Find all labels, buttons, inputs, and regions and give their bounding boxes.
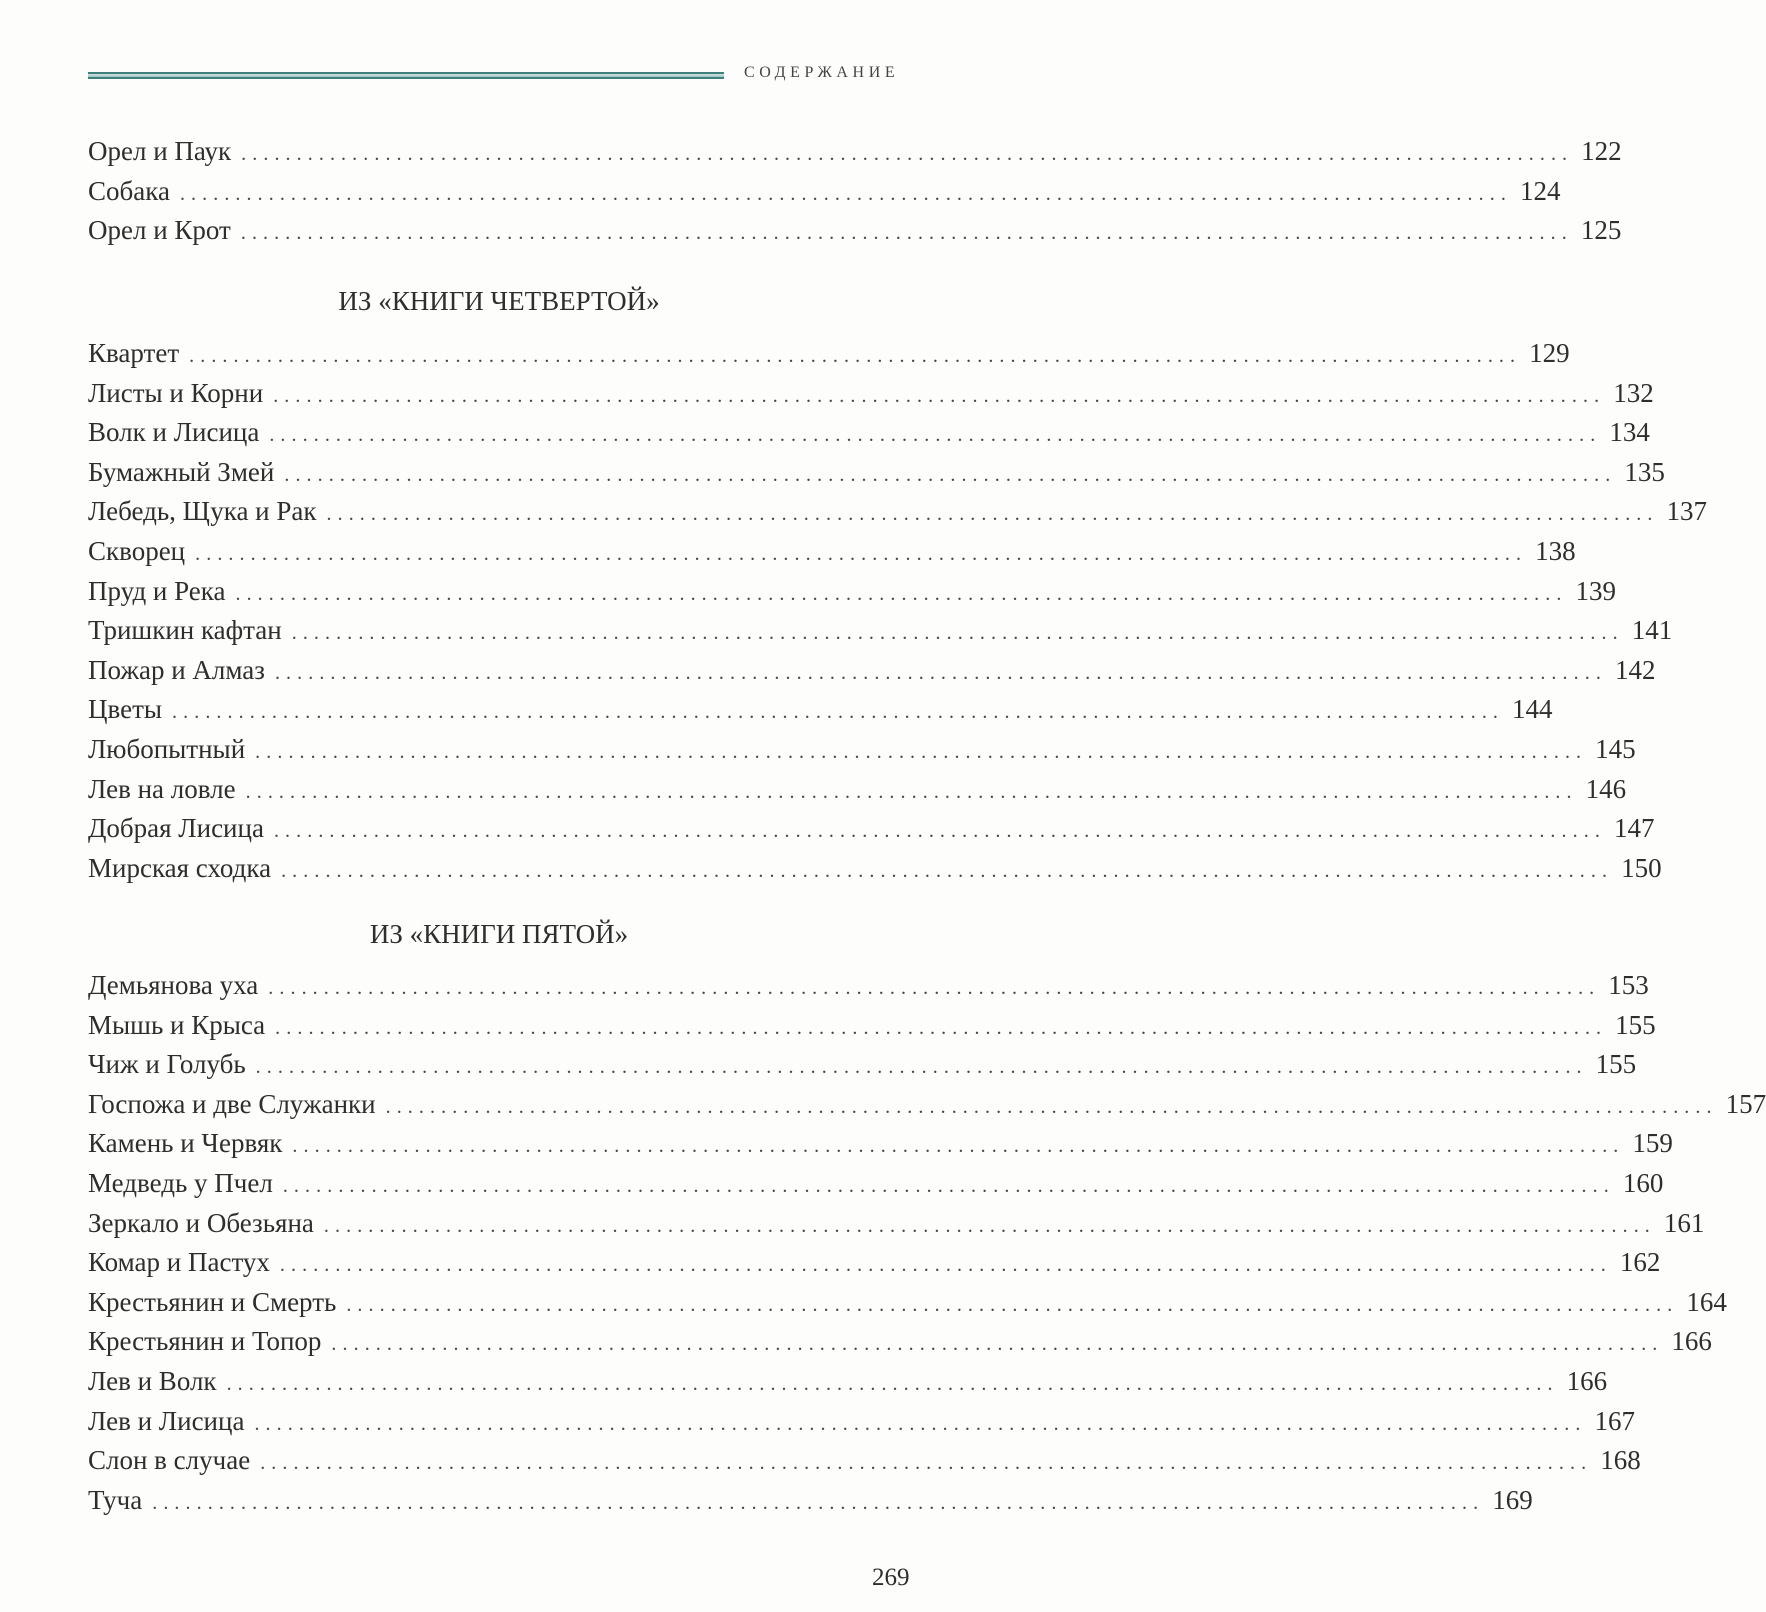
toc-entry[interactable] <box>88 690 1553 730</box>
toc-entry[interactable] <box>88 1322 1712 1362</box>
dot-leader: ........................................................................................................................ <box>331 1333 1664 1356</box>
entry-title: Орел и Крот <box>88 215 231 246</box>
entry-title: Добрая Лисица <box>88 813 264 844</box>
entry-title: Лев на ловле <box>88 773 236 804</box>
entry-page-number: 145 <box>1595 733 1636 764</box>
toc-entry[interactable] <box>88 1085 1766 1125</box>
entry-page-number: 167 <box>1594 1405 1635 1436</box>
entry-title: Пруд и Река <box>88 575 226 606</box>
dot-leader: ........................................................................................................................ <box>273 820 1606 843</box>
entry-title: Лев и Лисица <box>88 1405 245 1436</box>
toc-entry[interactable] <box>88 1243 1661 1283</box>
toc-entry[interactable] <box>88 1362 1608 1402</box>
entry-title: Туча <box>88 1484 143 1515</box>
entry-page-number: 166 <box>1566 1365 1608 1396</box>
dot-leader: ........................................................................................................................ <box>279 1254 1612 1277</box>
dot-leader: ........................................................................................................................ <box>245 780 1578 803</box>
entry-title: Лебедь, Щука и Рак <box>88 496 317 527</box>
toc-entry[interactable] <box>88 413 1650 453</box>
toc-block-book-five <box>88 966 1766 1520</box>
toc-entry[interactable] <box>88 492 1707 532</box>
entry-title: Лев и Волк <box>88 1365 217 1396</box>
entry-page-number: 159 <box>1632 1128 1673 1159</box>
dot-leader: ........................................................................................................................ <box>268 977 1601 999</box>
dot-leader: ........................................................................................................................ <box>240 222 1573 245</box>
entry-title: Собака <box>88 175 170 206</box>
toc-entry[interactable] <box>88 211 1622 251</box>
dot-leader: ........................................................................................................................ <box>269 424 1602 447</box>
entry-page-number: 150 <box>1621 852 1662 883</box>
running-head: СОДЕРЖАНИЕ <box>744 64 900 81</box>
dot-leader: ........................................................................................................................ <box>282 1174 1615 1197</box>
dot-leader: ........................................................................................................................ <box>235 582 1568 605</box>
toc-entry[interactable] <box>88 651 1656 691</box>
entry-title: Медведь у Пчел <box>88 1167 273 1198</box>
dot-leader: ........................................................................................................................ <box>241 143 1574 165</box>
entry-page-number: 135 <box>1624 456 1665 487</box>
dot-leader: ........................................................................................................................ <box>189 345 1522 367</box>
toc-block-continued <box>88 132 1622 251</box>
toc-entry[interactable] <box>88 966 1649 1006</box>
toc-entry[interactable] <box>88 1124 1673 1164</box>
dot-leader: ........................................................................................................................ <box>323 1214 1656 1237</box>
toc-entry[interactable] <box>88 532 1576 572</box>
entry-page-number: 124 <box>1519 175 1561 206</box>
toc-entry[interactable] <box>88 1481 1533 1521</box>
toc-entry[interactable] <box>88 172 1561 212</box>
entry-page-number: 134 <box>1609 417 1650 448</box>
entry-page-number: 139 <box>1575 575 1616 606</box>
dot-leader: ........................................................................................................................ <box>275 1016 1608 1039</box>
entry-title: Бумажный Змей <box>88 456 275 487</box>
entry-page-number: 155 <box>1595 1049 1637 1080</box>
dot-leader: ........................................................................................................................ <box>281 859 1614 882</box>
entry-page-number: 138 <box>1535 535 1576 566</box>
dot-leader: ........................................................................................................................ <box>291 622 1624 645</box>
dot-leader: ........................................................................................................................ <box>195 542 1528 565</box>
toc-entry[interactable] <box>88 1441 1641 1481</box>
entry-title: Камень и Червяк <box>88 1128 283 1159</box>
entry-page-number: 129 <box>1529 338 1570 368</box>
entry-page-number: 142 <box>1614 654 1656 685</box>
dot-leader: ........................................................................................................................ <box>254 1412 1587 1435</box>
entry-page-number: 132 <box>1613 377 1654 408</box>
entry-title: Пожар и Алмаз <box>88 654 265 685</box>
toc-entry[interactable] <box>88 1006 1656 1046</box>
entry-page-number: 146 <box>1585 773 1627 804</box>
toc-entry[interactable] <box>88 374 1654 414</box>
entry-title: Тришкин кафтан <box>88 615 282 646</box>
entry-title: Листы и Корни <box>88 377 264 408</box>
dot-leader: ........................................................................................................................ <box>326 503 1659 526</box>
entry-page-number: 141 <box>1631 615 1673 646</box>
toc-entry[interactable] <box>88 611 1673 651</box>
dot-leader: ........................................................................................................................ <box>179 182 1512 205</box>
entry-page-number: 153 <box>1608 970 1649 1000</box>
dot-leader: ........................................................................................................................ <box>255 740 1588 763</box>
toc-entry[interactable] <box>88 1164 1664 1204</box>
toc-entry[interactable] <box>88 730 1636 770</box>
toc-block-book-four <box>88 334 1707 888</box>
dot-leader: ........................................................................................................................ <box>292 1135 1625 1158</box>
entry-page-number: 166 <box>1671 1326 1712 1357</box>
toc-entry[interactable] <box>88 849 1662 889</box>
entry-title: Мышь и Крыса <box>88 1009 266 1040</box>
entry-title: Орел и Паук <box>88 136 232 166</box>
entry-page-number: 161 <box>1663 1207 1705 1238</box>
entry-title: Волк и Лисица <box>88 417 260 448</box>
entry-page-number: 144 <box>1512 694 1553 725</box>
toc-entry[interactable] <box>88 334 1570 374</box>
toc-entry[interactable] <box>88 1402 1635 1442</box>
entry-page-number: 155 <box>1615 1009 1656 1040</box>
entry-title: Любопытный <box>88 733 246 764</box>
dot-leader: ........................................................................................................................ <box>255 1056 1588 1079</box>
entry-title: Квартет <box>88 338 180 368</box>
entry-page-number: 168 <box>1600 1445 1641 1476</box>
entry-page-number: 169 <box>1492 1484 1533 1515</box>
entry-page-number: 137 <box>1666 496 1707 527</box>
dot-leader: ........................................................................................................................ <box>273 384 1606 407</box>
page-number: 269 <box>872 1564 910 1591</box>
entry-title: Зеркало и Обезьяна <box>88 1207 314 1238</box>
toc-entry[interactable] <box>88 1204 1705 1244</box>
section-heading-book-four: ИЗ «КНИГИ ЧЕТВЕРТОЙ» <box>338 286 660 316</box>
dot-leader: ........................................................................................................................ <box>385 1095 1718 1118</box>
dot-leader: ........................................................................................................................ <box>152 1491 1485 1514</box>
section-heading-book-five: ИЗ «КНИГИ ПЯТОЙ» <box>369 919 629 949</box>
entry-page-number: 157 <box>1725 1088 1766 1119</box>
entry-title: Демьянова уха <box>88 970 259 1000</box>
toc-entry[interactable] <box>88 770 1627 810</box>
toc-entry[interactable] <box>88 809 1655 849</box>
entry-page-number: 147 <box>1613 813 1655 844</box>
entry-title: Слон в случае <box>88 1445 251 1476</box>
dot-leader: ........................................................................................................................ <box>284 463 1617 486</box>
dot-leader: ........................................................................................................................ <box>274 661 1607 684</box>
dot-leader: ........................................................................................................................ <box>346 1293 1679 1316</box>
toc-entry[interactable] <box>88 572 1616 612</box>
entry-title: Крестьянин и Смерть <box>88 1286 337 1317</box>
dot-leader: ........................................................................................................................ <box>226 1372 1559 1395</box>
header-rule <box>88 72 724 79</box>
entry-page-number: 164 <box>1686 1286 1727 1317</box>
entry-title: Крестьянин и Топор <box>88 1326 322 1357</box>
toc-entry[interactable] <box>88 132 1622 172</box>
entry-title: Комар и Пастух <box>88 1247 270 1278</box>
entry-page-number: 122 <box>1581 136 1622 166</box>
entry-page-number: 162 <box>1619 1247 1661 1278</box>
dot-leader: ........................................................................................................................ <box>260 1452 1593 1475</box>
dot-leader: ........................................................................................................................ <box>172 701 1505 724</box>
entry-title: Скворец <box>88 535 186 566</box>
entry-title: Госпожа и две Служанки <box>88 1088 376 1119</box>
entry-title: Мирская сходка <box>88 852 272 883</box>
toc-entry[interactable] <box>88 1045 1637 1085</box>
entry-page-number: 125 <box>1580 215 1622 246</box>
entry-title: Чиж и Голубь <box>88 1049 246 1080</box>
entry-page-number: 160 <box>1622 1167 1664 1198</box>
toc-entry[interactable] <box>88 1283 1727 1323</box>
toc-entry[interactable] <box>88 453 1665 493</box>
entry-title: Цветы <box>88 694 163 725</box>
